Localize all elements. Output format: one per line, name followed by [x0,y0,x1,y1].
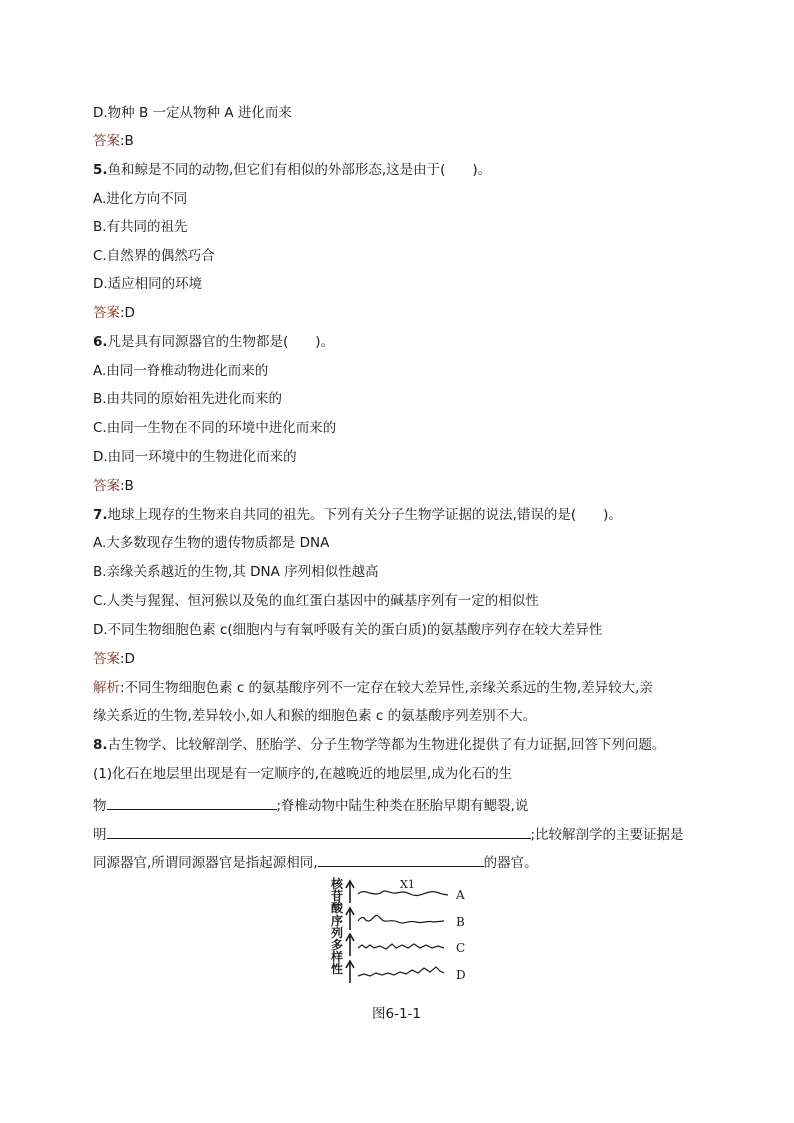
answer-value: :B [120,478,134,494]
q4-answer [93,132,134,150]
row-label-d: D [456,968,466,982]
row-label-b: B [456,915,465,929]
q5-answer [93,304,135,322]
q5-option-c: C.自然界的偶然巧合 [93,248,215,264]
q7-answer [93,650,135,668]
text: ;脊椎动物中陆生种类在胚胎早期有鳃裂,说 [276,798,529,814]
q8-stem [93,736,665,754]
text: 同源器官,所谓同源器官是指起源相同, [93,855,318,871]
question-text: 鱼和鲸是不同的动物,但它们有相似的外部形态,这是由于( )。 [107,162,492,178]
answer-value: :D [120,305,135,321]
question-text: 凡是具有同源器官的生物都是( )。 [107,334,335,350]
x1-marker: X1 [400,878,415,891]
answer-label: 答案 [93,651,120,667]
q7-explanation [93,679,653,697]
q8-part1-line3 [93,824,684,844]
answer-label: 答案 [93,478,120,494]
sequence-diversity-figure [330,878,470,990]
q6-stem [93,333,334,351]
q7-option-c: C.人类与猩猩、恒河猴以及兔的血红蛋白基因中的碱基序列有一定的相似性 [93,593,539,609]
sequence-line-d [358,967,444,976]
q5-option-a: A.进化方向不同 [93,191,188,207]
answer-value: :B [120,133,134,149]
q6-option-b: B.由共同的原始祖先进化而来的 [93,391,283,407]
figure-caption: 图6-1-1 [372,1006,422,1022]
figure-graphic [330,878,470,990]
sequence-line-b [358,915,444,923]
y-axis-label: 核苷酸序列多样性 [330,877,343,977]
text: 明 [93,827,107,843]
sequence-line-c [358,944,444,949]
text: 的器官。 [483,855,538,871]
q6-option-a: A.由同一脊椎动物进化而来的 [93,363,269,379]
answer-blank[interactable] [107,824,531,839]
answer-label: 答案 [93,305,120,321]
q6-answer [93,477,134,495]
answer-label: 答案 [93,133,120,149]
q8-part1-line2 [93,795,528,815]
row-label-c: C [456,941,466,955]
q7-stem [93,506,622,524]
explanation-label: 解析 [93,680,120,696]
q5-option-b: B.有共同的祖先 [93,219,188,235]
sequence-line-a [358,891,448,896]
question-number: 8. [93,737,108,753]
question-text: 地球上现存的生物来自共同的祖先。下列有关分子生物学证据的说法,错误的是( )。 [107,507,622,523]
question-number: 5. [93,162,108,178]
q7-option-d: D.不同生物细胞色素 c(细胞内与有氧呼吸有关的蛋白质)的氨基酸序列存在较大差异性 [93,622,603,638]
explanation-text: :不同生物细胞色素 c 的氨基酸序列不一定存在较大差异性,亲缘关系远的生物,差异较大,亲 [120,680,653,696]
q7-option-a: A.大多数现存生物的遗传物质都是 DNA [93,535,330,551]
question-text: 古生物学、比较解剖学、胚胎学、分子生物学等都为生物进化提供了有力证据,回答下列问题。 [107,737,666,753]
q4-option-d: D.物种 B 一定从物种 A 进化而来 [93,105,292,121]
q7-explanation-cont: 缘关系近的生物,差异较小,如人和猴的细胞色素 c 的氨基酸序列差别不大。 [93,708,537,724]
answer-blank[interactable] [318,852,484,867]
question-number: 7. [93,507,108,523]
q6-option-c: C.由同一生物在不同的环境中进化而来的 [93,420,337,436]
q8-part1-line4 [93,852,538,872]
row-label-a: A [456,888,465,902]
answer-blank[interactable] [107,795,277,810]
q5-option-d: D.适应相同的环境 [93,276,203,292]
axis-arrows [346,881,354,983]
text: 物 [93,798,107,814]
text: ;比较解剖学的主要证据是 [530,827,684,843]
q6-option-d: D.由同一环境中的生物进化而来的 [93,449,297,465]
q8-part1: (1)化石在地层里出现是有一定顺序的,在越晚近的地层里,成为化石的生 [93,766,513,782]
q5-stem [93,161,491,179]
answer-value: :D [120,651,135,667]
q7-option-b: B.亲缘关系越近的生物,其 DNA 序列相似性越高 [93,564,379,580]
question-number: 6. [93,334,108,350]
